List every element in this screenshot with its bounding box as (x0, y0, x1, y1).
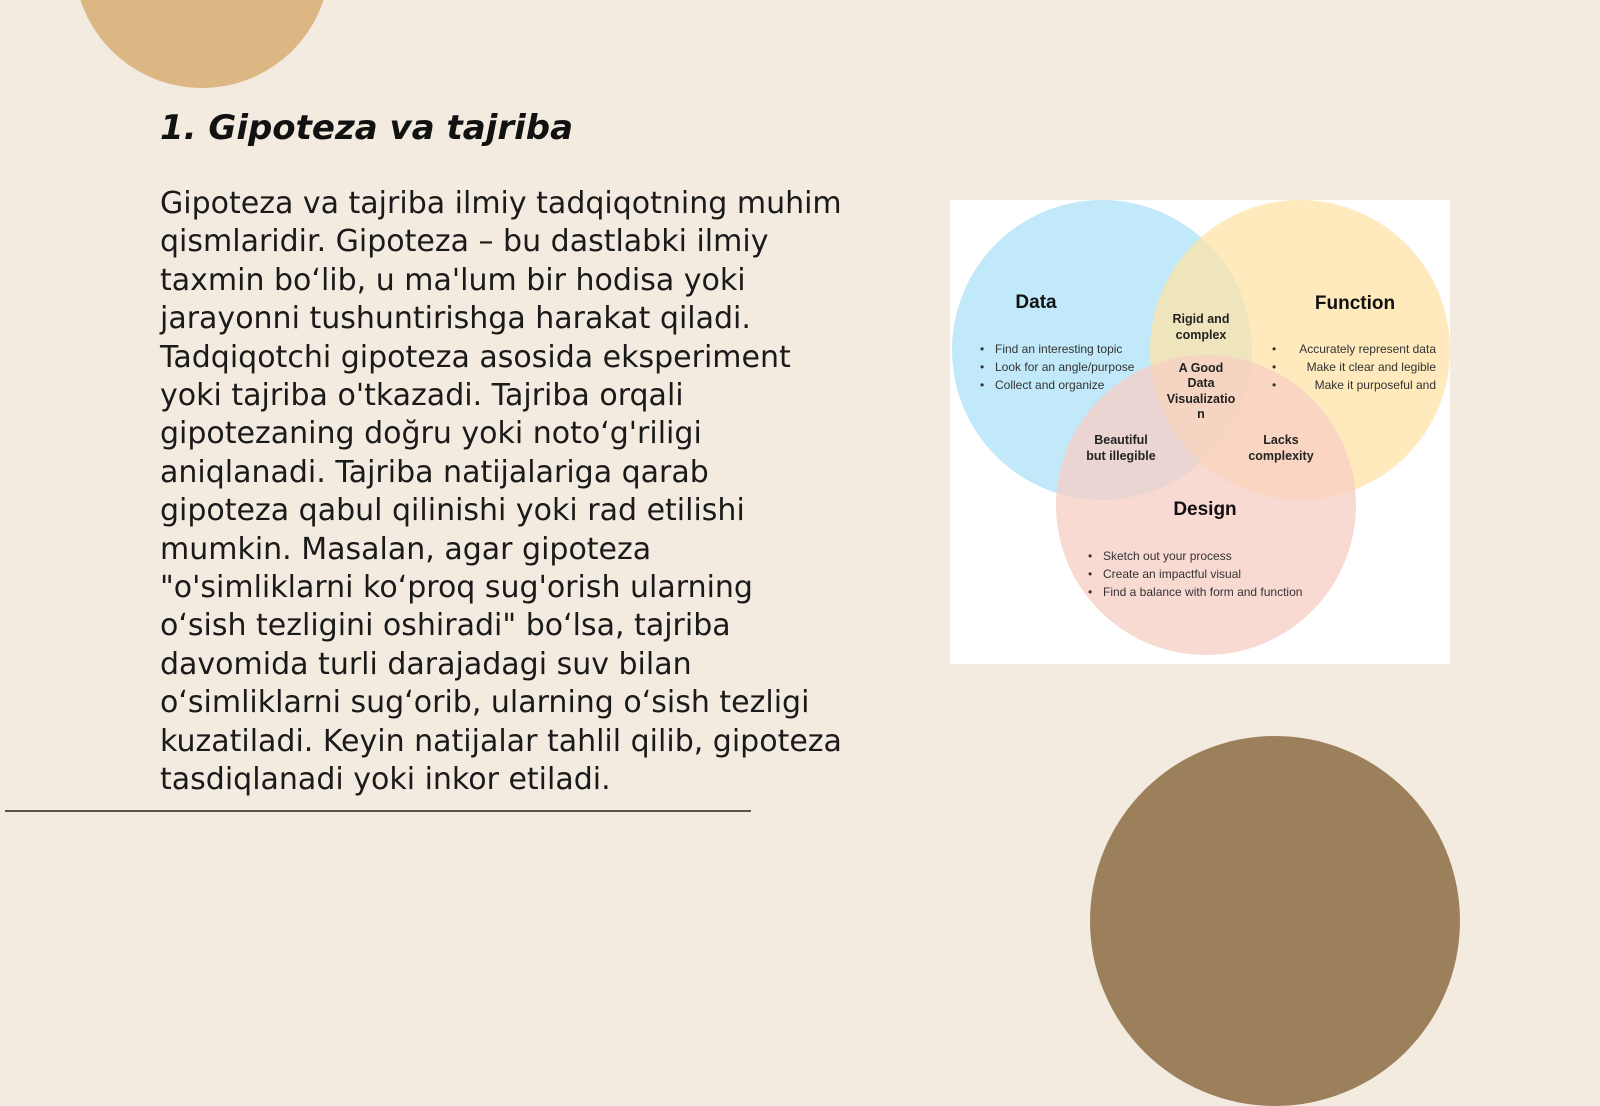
body-line: jarayonni tushuntirishga harakat qiladi. (160, 301, 751, 337)
venn-bullet: • (980, 342, 985, 356)
center-label: A Good (1178, 361, 1224, 375)
venn-diagram-image (950, 200, 1450, 664)
body-line: Tadqiqotchi gipoteza asosida eksperiment (160, 339, 791, 375)
body-line: taxmin bo‘lib, u ma'lum bir hodisa yoki (160, 262, 746, 298)
body-line: qismlaridir. Gipoteza – bu dastlabki ilmiy (160, 224, 769, 260)
body-line: tasdiqlanadi yoki inkor etiladi. (160, 762, 611, 798)
venn-bullet: • (1272, 378, 1277, 392)
body-line: mumkin. Masalan, agar gipoteza (160, 531, 652, 567)
overlap-label: Beautiful (1094, 433, 1148, 447)
venn-data-title: Data (1015, 292, 1057, 313)
overlap-label: complexity (1248, 449, 1314, 463)
venn-bullet: • (1272, 342, 1277, 356)
center-label: Visualizatio (1166, 392, 1236, 406)
body-line: Gipoteza va tajriba ilmiy tadqiqotning muhim (160, 186, 842, 221)
overlap-label: Lacks (1263, 433, 1299, 447)
venn-data-item: Look for an angle/purpose (995, 360, 1135, 374)
body-line: o‘sish tezligini oshiradi" bo‘lsa, tajriba (160, 608, 731, 644)
divider-line (5, 810, 751, 812)
venn-bullet: • (980, 360, 985, 374)
decorative-circle-top (74, 0, 330, 88)
venn-bullet: • (1088, 549, 1093, 563)
venn-bullet: • (1088, 585, 1093, 599)
body-line: davomida turli darajadagi suv bilan (160, 646, 692, 682)
body-line: aniqlanadi. Tajriba natijalariga qarab (160, 454, 709, 490)
venn-function-item: Accurately represent data (1299, 342, 1436, 356)
slide-title: 1. Gipoteza va tajriba (160, 108, 574, 148)
venn-function-item: Make it clear and legible (1306, 360, 1436, 374)
body-line: kuzatiladi. Keyin natijalar tahlil qilib, gipoteza (160, 723, 842, 759)
venn-diagram (950, 200, 1450, 664)
center-label: n (1197, 407, 1205, 421)
body-line: "o'simliklarni ko‘proq sug'orish ularning (160, 570, 753, 606)
venn-design-item: Create an impactful visual (1103, 567, 1242, 581)
overlap-label: Rigid and (1172, 312, 1230, 326)
overlap-label: but illegible (1086, 449, 1156, 463)
center-label: Data (1187, 376, 1215, 390)
venn-design-item: Sketch out your process (1103, 549, 1232, 563)
venn-design-item: Find a balance with form and function (1103, 585, 1303, 599)
body-line: yoki tajriba o'tkazadi. Tajriba orqali (160, 378, 684, 414)
venn-bullet: • (1272, 360, 1277, 374)
venn-function-title: Function (1314, 293, 1396, 314)
body-line: gipoteza qabul qilinishi yoki rad etilishi (160, 493, 745, 529)
body-line: o‘simliklarni sug‘orib, ularning o‘sish tezligi (160, 685, 810, 721)
slide-body-text (160, 185, 850, 800)
venn-bullet: • (980, 378, 985, 392)
overlap-label: complex (1175, 328, 1227, 342)
decorative-circle-bottom (1090, 736, 1460, 1106)
venn-function-item: Make it purposeful and (1314, 378, 1436, 392)
venn-design-title: Design (1173, 499, 1237, 520)
body-line: gipotezaning doğru yoki noto‘g'riligi (160, 416, 702, 452)
venn-data-item: Collect and organize (995, 378, 1105, 392)
venn-data-item: Find an interesting topic (995, 342, 1123, 356)
venn-bullet: • (1088, 567, 1093, 581)
